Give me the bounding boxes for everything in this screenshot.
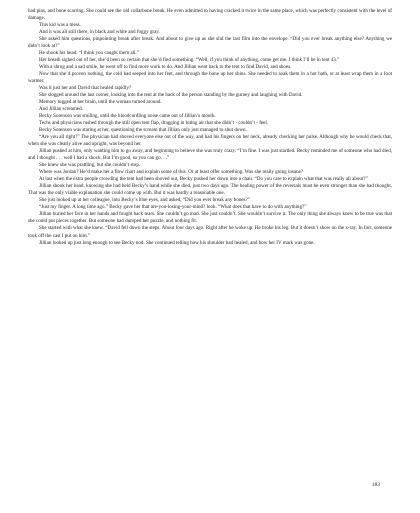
paragraph: Memory tugged at her brain, until the woman turned around. bbox=[39, 99, 162, 106]
paragraph: had pins, and bone scarring. She could see the old collarbone break. He even admitted to having cracked it twice in the same place, which was perfectly consistent with the level of damage. bbox=[28, 8, 392, 22]
paragraph: And Jillian screamed. bbox=[39, 106, 83, 113]
paragraph: She knew she was prattling, but she couldn’t stop. bbox=[39, 162, 141, 169]
paragraph: And it was all still there, in black and white and foggy gray. bbox=[39, 29, 160, 36]
paragraph: Was it just her and David that healed rapidly? bbox=[39, 85, 132, 92]
paragraph: Jillian looked up just long enough to see Becky nod. She continued telling how his shoulder had healed, and how her IV mark was gone. bbox=[39, 239, 315, 246]
paragraph: Becky Sorenson was staring at her, questioning the scream that Jillian only just managed to shut down. bbox=[39, 127, 247, 134]
paragraph: With a shrug and a sad smile, he went off to find more work to do. And Jillian went back to the tent to find David, and shoes. bbox=[39, 64, 292, 71]
page-number: 183 bbox=[371, 482, 380, 488]
paragraph: Jillian shook her head, knowing she had held Becky’s hand while she died, just two days ago. The healing power of the reversals must be even stronger than she had thought. That was the only viable explanation she could come up with. But it was hardly a reasonable one. bbox=[28, 183, 392, 197]
paragraph: At last when the extra people crowding the tent had been shoved out, Becky pushed her down into a chair. “Do you care to explain what that was really all about?” bbox=[39, 176, 368, 183]
paragraph: Jillian buried her face in her hands and fought back tears. She couldn’t go mad. She just couldn’t. She wouldn’t survive it. The only thing she always knew to be true was that she could put pieces together. But someone had dumped her puzzle, and nothing fit. bbox=[28, 211, 392, 225]
paragraph: This kid was a mess. bbox=[39, 22, 81, 29]
paragraph: Where was Jordan? He’d make her a flow chart and explain some of this. Or at least offer something. Was she really going insane? bbox=[39, 169, 304, 176]
paragraph: Techs and physicians rushed through the still open tent flap, dragging in biting air that she didn’t - couldn’t - feel. bbox=[39, 120, 269, 127]
paragraph: Now that she’d proven nothing, the cold had seeped into her feet, and through the bone up her shins. She needed to soak them in a hot bath, or at least wrap them in a foot warmer. bbox=[28, 71, 392, 85]
paragraph: Her breath sighed out of her, she’d been so certain that she’d find something. “Well, if you think of anything, come get me. I think I’ll be in tent 43.” bbox=[39, 57, 340, 64]
paragraph: He shook his head. “I think you caught them all.” bbox=[39, 50, 139, 57]
paragraph: “Are you all right?” The physician had shoved everyone else out of the way, and had his fingers on her neck, already checking her pulse. Although why he would check that, when she was clearly alive and upright, was beyond her. bbox=[28, 134, 392, 148]
paragraph: She started with what she knew. “David fell down the steps. About four days ago. Right after he woke up. He broke his leg. But it doesn’t show on the x-ray. In fact, someone took off the cast I put on him.” bbox=[28, 225, 392, 239]
paragraph: She slogged around the last corner, looking into the tent at the back of the person standing by the gurney and laughing with David. bbox=[39, 92, 303, 99]
paragraph: She asked him questions, pinpointing break after break. And about to give up as she slid the last film into the envelope. “Did you ever break anything else? Anything we didn’t look at?” bbox=[28, 36, 392, 50]
paragraph: Jillian pushed at him, only wanting him to go away, and beginning to believe she was truly crazy. “I’m fine. I was just startled. Becky reminded me of someone who had died, and I thought . . . well I had a shock. But I’m good, so you can go. . .” bbox=[28, 148, 392, 162]
paragraph: She just looked up at her colleague, into Becky’s blue eyes, and asked, “Did you ever break any bones?” bbox=[39, 197, 250, 204]
paragraph: Becky Sorenson was smiling, until the bloodcurdling noise came out of Jillian’s mouth. bbox=[39, 113, 216, 120]
paragraph: “Just my finger. A long time ago.” Becky gave her that are-you-losing-your-mind? look. “What does that have to do with anything?” bbox=[39, 204, 307, 211]
body-text bbox=[28, 8, 392, 247]
